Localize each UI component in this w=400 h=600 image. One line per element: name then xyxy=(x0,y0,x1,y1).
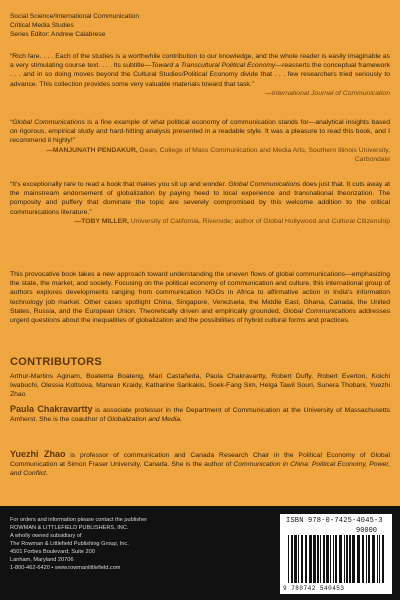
quote-2-text-b: is a fine example of what political economy of communication stands for—analytical insights based on rigorous, empirical study and hard-hitting analysis presented in a readable style. It was a pleasure to read this book, and I recommend it highly!” xyxy=(10,119,390,145)
barcode-bar xyxy=(357,535,360,583)
barcode-bar xyxy=(346,535,348,583)
barcode-bar xyxy=(320,535,321,583)
barcode-bar xyxy=(288,535,289,583)
barcode-bar xyxy=(326,535,329,583)
series-header xyxy=(10,12,139,39)
contributors-list: Arthur-Martins Aginam, Boatema Boateng, Mari Castañeda, Paula Chakravartty, Robert Duffy, Robert Everton, Koichi Iwabuchi, Olessia Koltsova, Marwan Kraidy, Katharine Sarikakis, Soek-Fang Sim, Helga Tawil Souri, Sunera Thobani, Yuezhi Zhao xyxy=(10,373,390,399)
barcode-bar xyxy=(309,535,312,583)
barcode-bar xyxy=(344,535,345,583)
quote-3-attribution-name: —TOBY MILLER, xyxy=(74,217,129,225)
barcode-bar xyxy=(317,535,319,583)
series-line: Critical Media Studies xyxy=(10,22,74,29)
book-description xyxy=(10,270,390,325)
barcode-bar xyxy=(368,535,370,583)
contributors-heading: CONTRIBUTORS xyxy=(10,356,103,368)
publisher-info xyxy=(10,516,147,572)
description-text-b: addresses urgent questions about the inequalities of globalization and the possibilities of hybrid cultural forms and practices. xyxy=(10,307,391,325)
barcode-bar xyxy=(339,535,342,583)
bio-1-text-b: . xyxy=(180,416,182,424)
barcode-bar xyxy=(305,535,307,583)
quote-2-attribution-name: —MANJUNATH PENDAKUR, xyxy=(46,146,138,154)
barcode xyxy=(280,514,392,594)
quote-3-text-a: “It's exceptionally rare to read a book that makes you sit up and wonder. xyxy=(10,181,229,188)
bio-2-name: Yuezhi Zhao xyxy=(10,449,66,459)
quote-1-italic: Toward a Transcultural Political Economy xyxy=(151,62,276,70)
barcode-bar xyxy=(366,535,367,583)
barcode-bar xyxy=(333,535,334,583)
barcode-bar xyxy=(377,535,378,583)
bio-1-italic: Globalization and Media xyxy=(107,416,181,424)
barcode-bars xyxy=(288,535,386,585)
footer-line: 1-800-462-6420 • www.rowmanlittlefield.com xyxy=(10,565,121,571)
barcode-bar xyxy=(313,535,316,583)
bio-1 xyxy=(10,405,390,424)
footer-line: The Rowman & Littlefield Publishing Group, Inc. xyxy=(10,541,129,547)
quote-1-attribution: —International Journal of Communication xyxy=(264,89,390,97)
bio-2-italic: Communication in China: Political Economy, Power, and Conflict xyxy=(10,461,391,478)
quote-2 xyxy=(10,118,390,164)
barcode-bar xyxy=(298,535,299,583)
description-italic: Global Communications xyxy=(283,307,357,315)
bio-2 xyxy=(10,450,390,479)
quote-3-italic: Global Communications xyxy=(228,181,301,188)
footer-line: Lanham, Maryland 20706 xyxy=(10,557,74,563)
quote-3-attribution-title: University of California, Riverside; author of Global Hollywood and Cultural Citizenship xyxy=(130,217,390,225)
quote-1-text-a: “Rich fare. . . . Each of the studies is a worthwhile contribution to our knowledge, and the whole reader is easily imaginable as a very stimulating course text. . . . Its subtitle— xyxy=(10,53,390,70)
quote-1-text-b: —reasserts the conceptual framework . . . and in so doing moves beyond the Cultural Studies/Political Economy divide that . . . few researchers tried seriously to advance. This collection provides some very valuable materials toward that task.” xyxy=(10,62,390,88)
description-text-a: This provocative book takes a new approach toward understanding the uneven flows of global communications—emphasizing the state, the market, and society. Focusing on the political economy of communication and culture, this international group of authors explores developments ranging from communication NGOs in Africa to affirmative action in India's information technology job market. Other cases spotlight China, Singapore, Venezuela, the Middle East, Ghana, Canada, the United States, Russia, and the European Union. Theoretically driven and empirically grounded, xyxy=(10,271,390,315)
barcode-bar xyxy=(301,535,303,583)
editor-line: Series Editor: Andrew Calabrese xyxy=(10,31,106,38)
quote-3-text-b: does just that. It cuts away at the mainstream endorsement of globalization by paying heed to local experience and transnational theorization. The pomposity and puffery that dominate the topic are severely compromised by this welcome addition to the critical communications literature.” xyxy=(10,181,390,216)
barcode-bar xyxy=(330,535,331,583)
isbn-label: ISBN 978-0-7425-4045-3 xyxy=(286,517,383,525)
footer-line: A wholly owned subsidiary of xyxy=(10,533,82,539)
price-addon: 90000 xyxy=(356,527,378,535)
barcode-bar xyxy=(372,535,375,583)
barcode-bar xyxy=(335,535,337,583)
footer-line: 4501 Forbes Boulevard, Suite 200 xyxy=(10,549,95,555)
bio-2-text-a: is professor of communication and Canada Research Chair in the Political Economy of Global Communication at Simon Fraser University, Canada. She is the author of xyxy=(10,452,390,469)
category-line: Social Science/International Communication xyxy=(10,13,140,20)
bio-1-text-a: is associate professor in the Department of Communication at the University of Massachusetts Amherst. She is the coauthor of xyxy=(10,407,390,424)
bio-2-text-b: . xyxy=(45,470,48,478)
quote-2-italic: “Global Communications xyxy=(10,119,85,126)
footer-line: For orders and information please contact the publisher xyxy=(10,517,148,523)
quote-3 xyxy=(10,180,390,226)
barcode-bar xyxy=(382,535,384,583)
quote-2-attribution-title: Dean, College of Mass Communication and Media Arts, Southern Illinois University, Carbondale xyxy=(139,146,390,163)
barcode-bar xyxy=(323,535,325,583)
barcode-bar xyxy=(291,535,293,583)
barcode-bar xyxy=(362,535,364,583)
footer-line: ROWMAN & LITTLEFIELD PUBLISHERS, INC. xyxy=(10,525,129,531)
bio-1-name: Paula Chakravartty xyxy=(10,404,93,414)
barcode-bar xyxy=(294,535,297,583)
barcode-bar xyxy=(349,535,351,583)
barcode-bar xyxy=(379,535,380,583)
barcode-bar xyxy=(352,535,355,583)
quote-1 xyxy=(10,52,390,98)
barcode-number: 9 780742 540453 xyxy=(283,585,345,592)
